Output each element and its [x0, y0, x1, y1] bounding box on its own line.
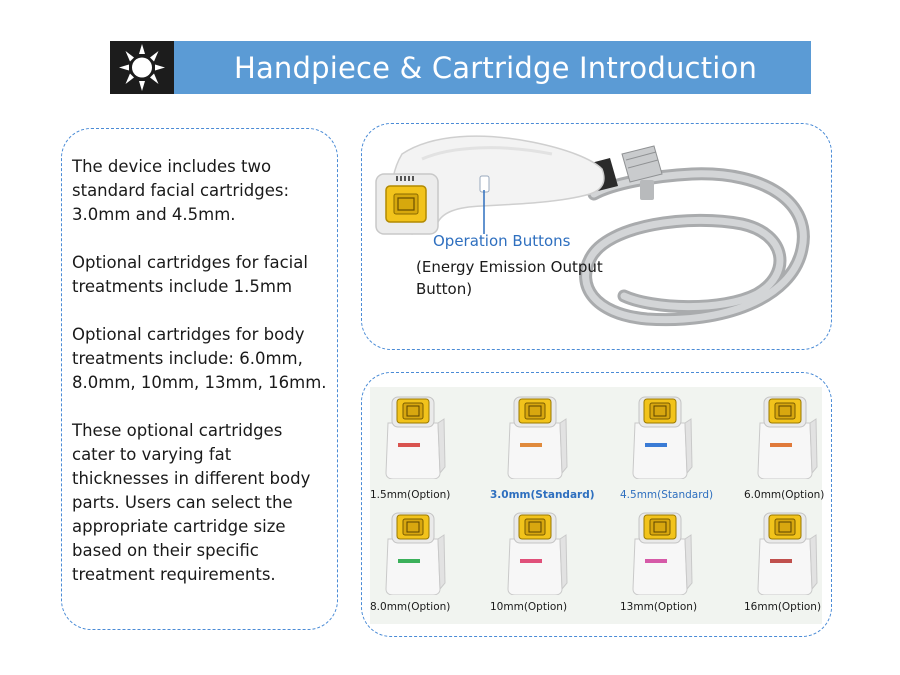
description-paragraph	[72, 419, 342, 587]
title-bar	[174, 41, 811, 94]
cartridges-panel	[361, 372, 832, 637]
description-line: treatments include: 6.0mm,	[72, 349, 303, 368]
description-line: Optional cartridges for body	[72, 325, 305, 344]
cartridge-item	[502, 393, 572, 479]
description-line: standard facial cartridges:	[72, 181, 290, 200]
operation-buttons-sublabel	[416, 256, 636, 300]
description-line: 8.0mm, 10mm, 13mm, 16mm.	[72, 373, 327, 392]
cartridge-label: 1.5mm(Option)	[370, 489, 451, 501]
cartridge-image	[752, 393, 822, 479]
cartridge-label: 3.0mm(Standard)	[490, 489, 595, 501]
cartridge-item	[380, 393, 450, 479]
cartridge-label: 13mm(Option)	[620, 601, 698, 613]
description-line: appropriate cartridge size	[72, 517, 286, 536]
cartridge-image	[627, 509, 697, 595]
description-paragraph	[72, 155, 342, 227]
cartridge-label: 4.5mm(Standard)	[620, 489, 714, 501]
description-paragraph	[72, 323, 342, 395]
sublabel-line: (Energy Emission Output	[416, 258, 603, 276]
sun-icon-box	[110, 41, 174, 94]
cartridge-label: 16mm(Option)	[744, 601, 822, 613]
cartridge-image	[380, 393, 450, 479]
description-line: Optional cartridges for facial	[72, 253, 308, 272]
cartridge-image	[380, 509, 450, 595]
cartridge-item	[502, 509, 572, 595]
cartridge-label: 6.0mm(Option)	[744, 489, 825, 501]
cartridge-image	[752, 509, 822, 595]
cartridge-item	[752, 393, 822, 479]
cartridge-item	[627, 509, 697, 595]
slide-header	[110, 41, 811, 94]
description-line: 3.0mm and 4.5mm.	[72, 205, 236, 224]
cartridge-item	[752, 509, 822, 595]
cartridge-image	[502, 509, 572, 595]
cartridge-item	[380, 509, 450, 595]
description-line: parts. Users can select the	[72, 493, 293, 512]
cartridge-item	[627, 393, 697, 479]
page-title: Handpiece & Cartridge Introduction	[233, 50, 758, 85]
description-line: These optional cartridges	[72, 421, 283, 440]
description-line: thicknesses in different body	[72, 469, 311, 488]
cartridge-label: 8.0mm(Option)	[370, 601, 451, 613]
description-line: cater to varying fat	[72, 445, 232, 464]
description-line: The device includes two	[72, 157, 272, 176]
description-paragraph	[72, 251, 342, 299]
handpiece-panel	[361, 123, 832, 350]
sublabel-line: Button)	[416, 280, 473, 298]
cartridge-image	[502, 393, 572, 479]
cartridge-image	[627, 393, 697, 479]
description-line: based on their specific	[72, 541, 259, 560]
cartridge-label: 10mm(Option)	[490, 601, 568, 613]
sun-icon	[110, 41, 174, 94]
operation-buttons-label: Operation Buttons	[433, 232, 571, 250]
description-line: treatments include 1.5mm	[72, 277, 293, 296]
description-line: treatment requirements.	[72, 565, 276, 584]
